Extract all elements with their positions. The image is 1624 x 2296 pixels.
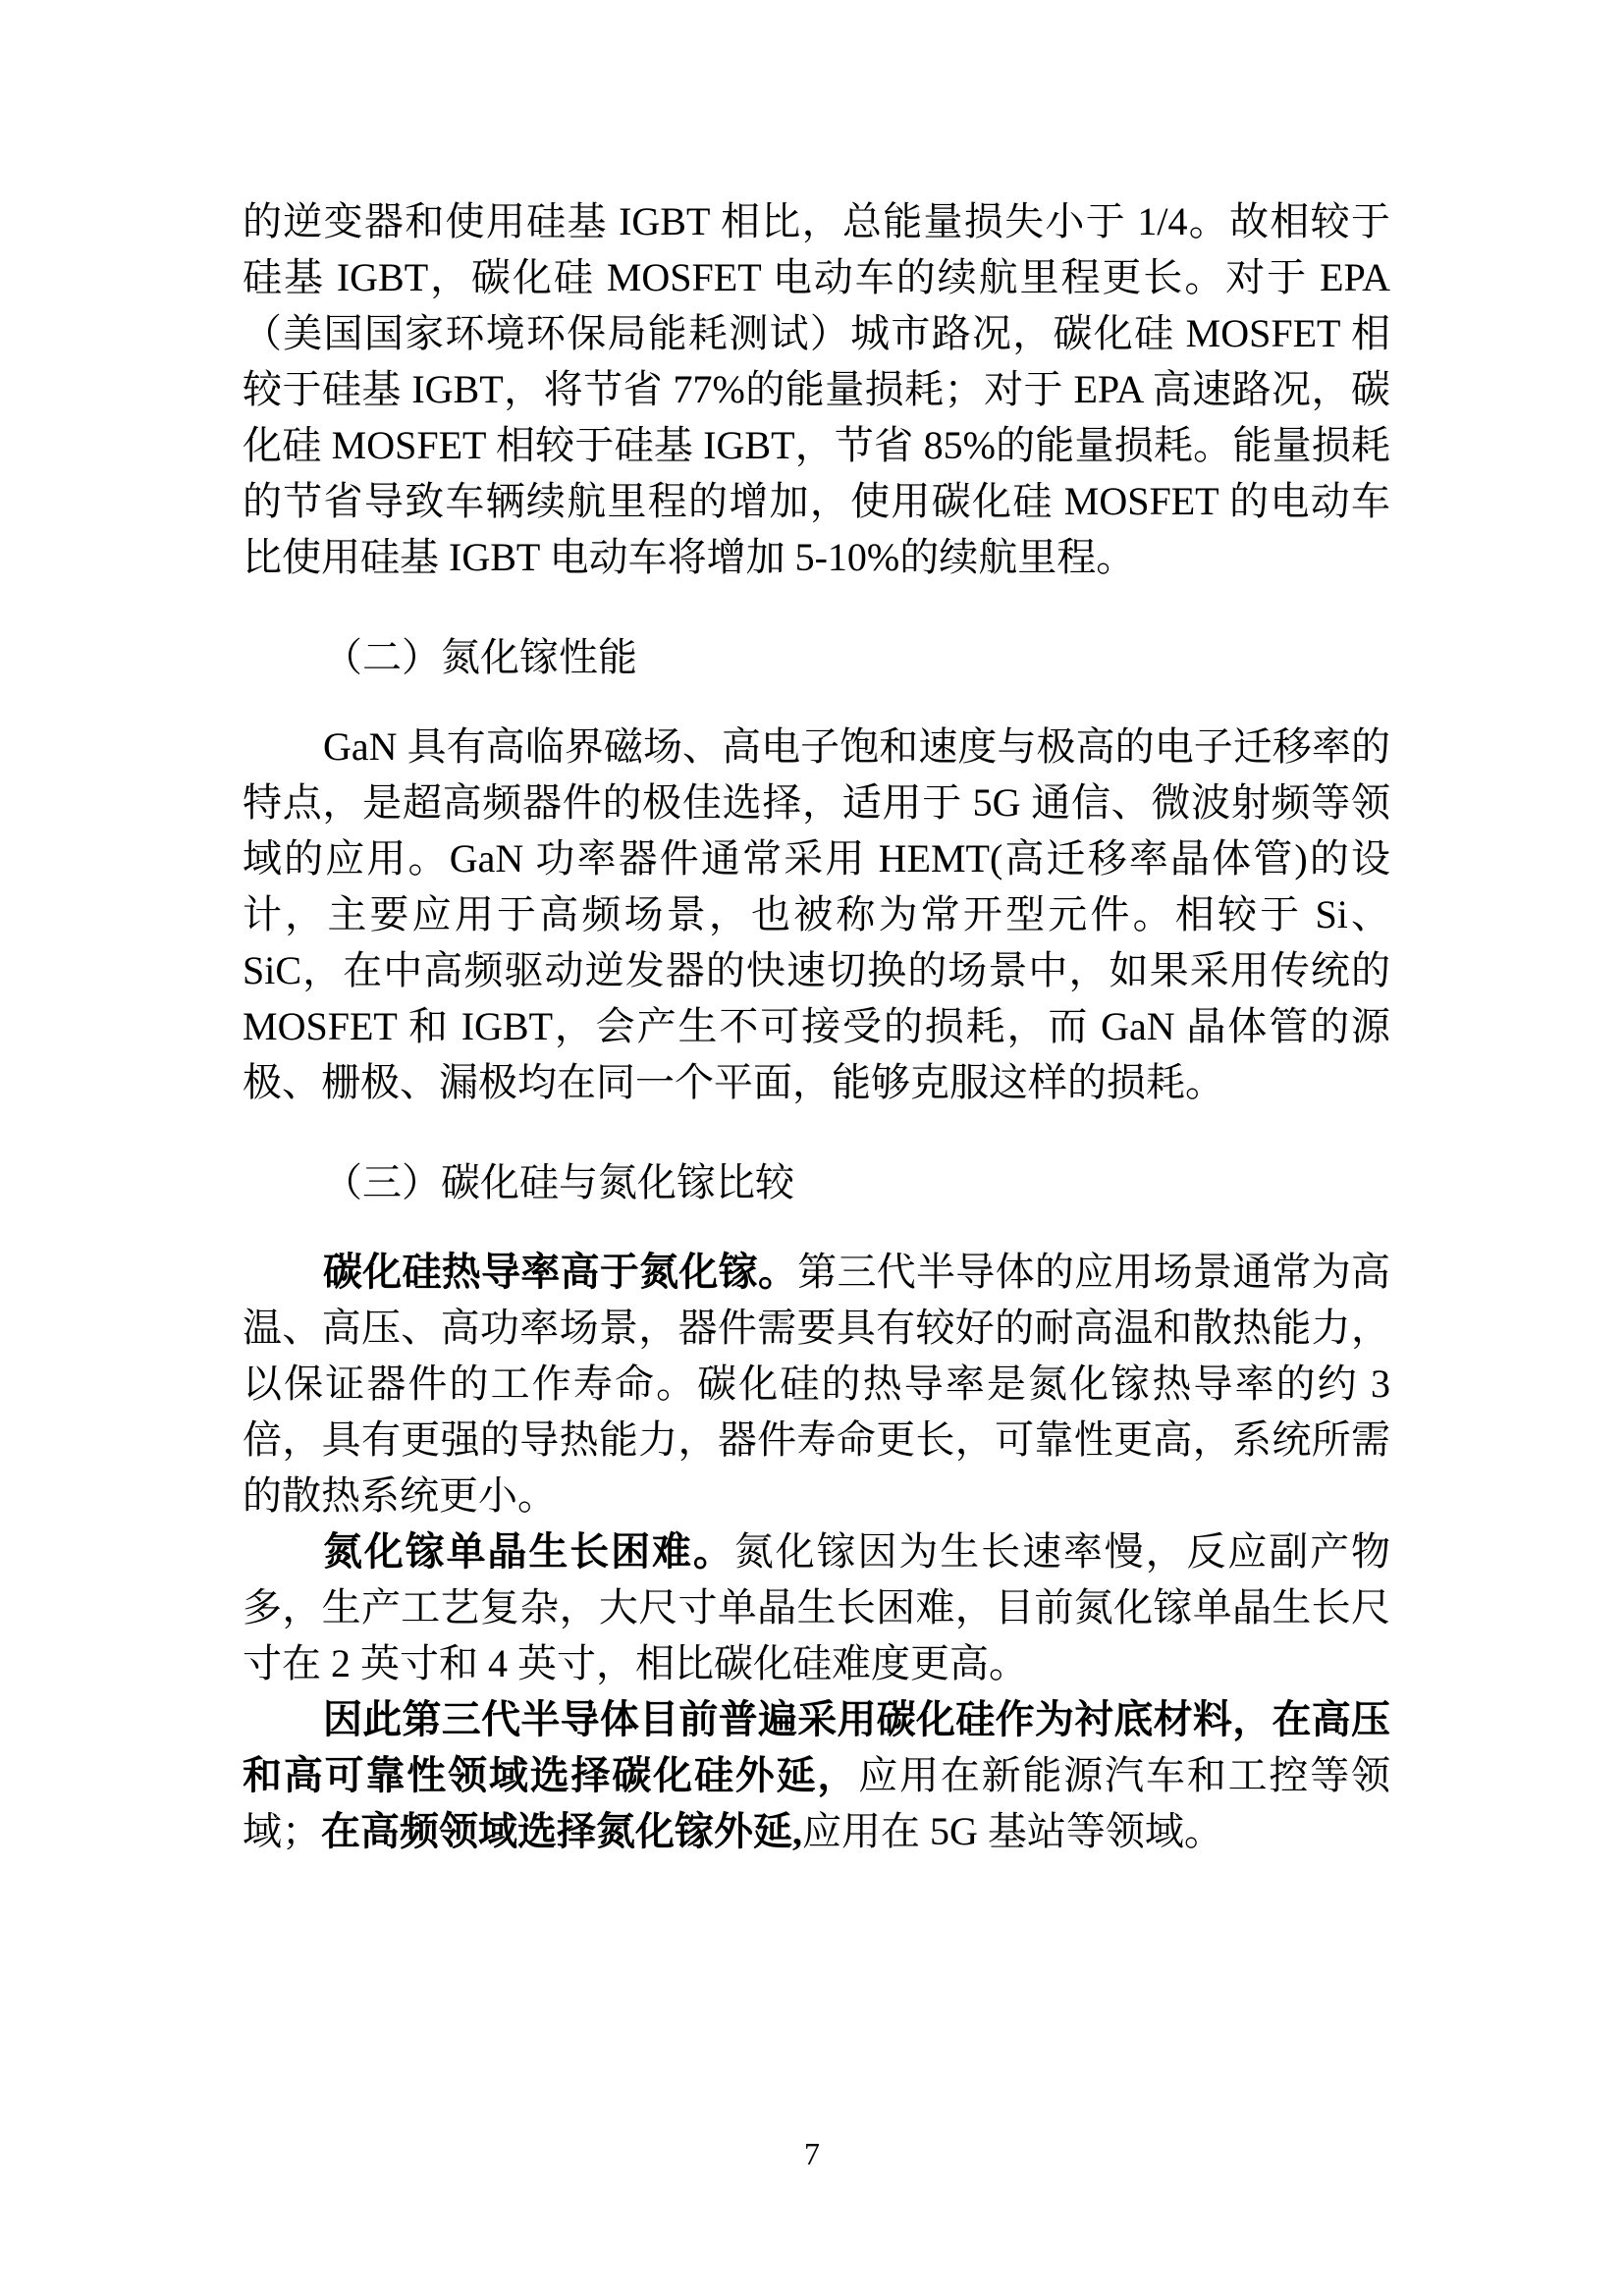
heading-gan-performance: [243, 629, 1390, 685]
paragraph-ev-energy-savings: [243, 193, 1390, 585]
text-block: [243, 193, 1390, 1859]
paragraph-conclusion: [243, 1691, 1390, 1859]
text-run: （二）氮化镓性能: [323, 635, 637, 679]
text-run: 碳化硅热导率高于氮化镓。: [323, 1250, 798, 1294]
text-run: GaN 具有高临界磁场、高电子饱和速度与极高的电子迁移率的特点，是超高频器件的极佳选择，适用于 5G 通信、微波射频等领域的应用。GaN 功率器件通常采用 HEMT(高迁移率晶体管)的设计，主要应用于高频场景，也被称为常开型元件。相较于 Si、SiC，在中高频驱动逆发器的快速切换的场景中，如果采用传统的 MOSFET 和 IGBT，会产生不可接受的损耗，而 GaN 晶体管的源极、栅极、漏极均在同一个平面，能够克服这样的损耗。: [243, 724, 1390, 1104]
paragraph-gan-crystal-growth: [243, 1523, 1390, 1691]
text-run: 应用在 5G 基站等领域。: [802, 1809, 1223, 1853]
text-run: （三）碳化硅与氮化镓比较: [323, 1160, 794, 1204]
text-run: 在高频领域选择氮化镓外延,: [321, 1809, 802, 1853]
heading-sic-gan-comparison: [243, 1154, 1390, 1210]
text-run: 氮化镓单晶生长困难。: [323, 1529, 734, 1574]
page-number: 7: [804, 2136, 820, 2171]
paragraph-gan-performance: [243, 719, 1390, 1110]
text-run: 的逆变器和使用硅基 IGBT 相比，总能量损失小于 1/4。故相较于硅基 IGBT，碳化硅 MOSFET 电动车的续航里程更长。对于 EPA（美国国家环境环保局能耗测试）城市路况，碳化硅 MOSFET 相较于硅基 IGBT，将节省 77%的能量损耗；对于 EPA 高速路况，碳化硅 MOSFET 相较于硅基 IGBT，节省 85%的能量损耗。能量损耗的节省导致车辆续航里程的增加，使用碳化硅 MOSFET 的电动车比使用硅基 IGBT 电动车将增加 5-10%的续航里程。: [243, 199, 1390, 579]
text-run: 应用在新能源汽车和工控等领域；: [243, 1753, 1391, 1853]
paragraph-thermal-conductivity: [243, 1244, 1390, 1523]
text-run: 氮化镓因为生长速率慢，反应副产物多，生产工艺复杂，大尺寸单晶生长困难，目前氮化镓单晶生长尺寸在 2 英寸和 4 英寸，相比碳化硅难度更高。: [243, 1529, 1391, 1685]
text-run: 因此第三代半导体目前普遍采用碳化硅作为衬底材料，在高压和高可靠性领域选择碳化硅外延，: [243, 1697, 1390, 1797]
text-run: 第三代半导体的应用场景通常为高温、高压、高功率场景，器件需要具有较好的耐高温和散热能力，以保证器件的工作寿命。碳化硅的热导率是氮化镓热导率的约 3 倍，具有更强的导热能力，器件寿命更长，可靠性更高，系统所需的散热系统更小。: [243, 1250, 1391, 1518]
